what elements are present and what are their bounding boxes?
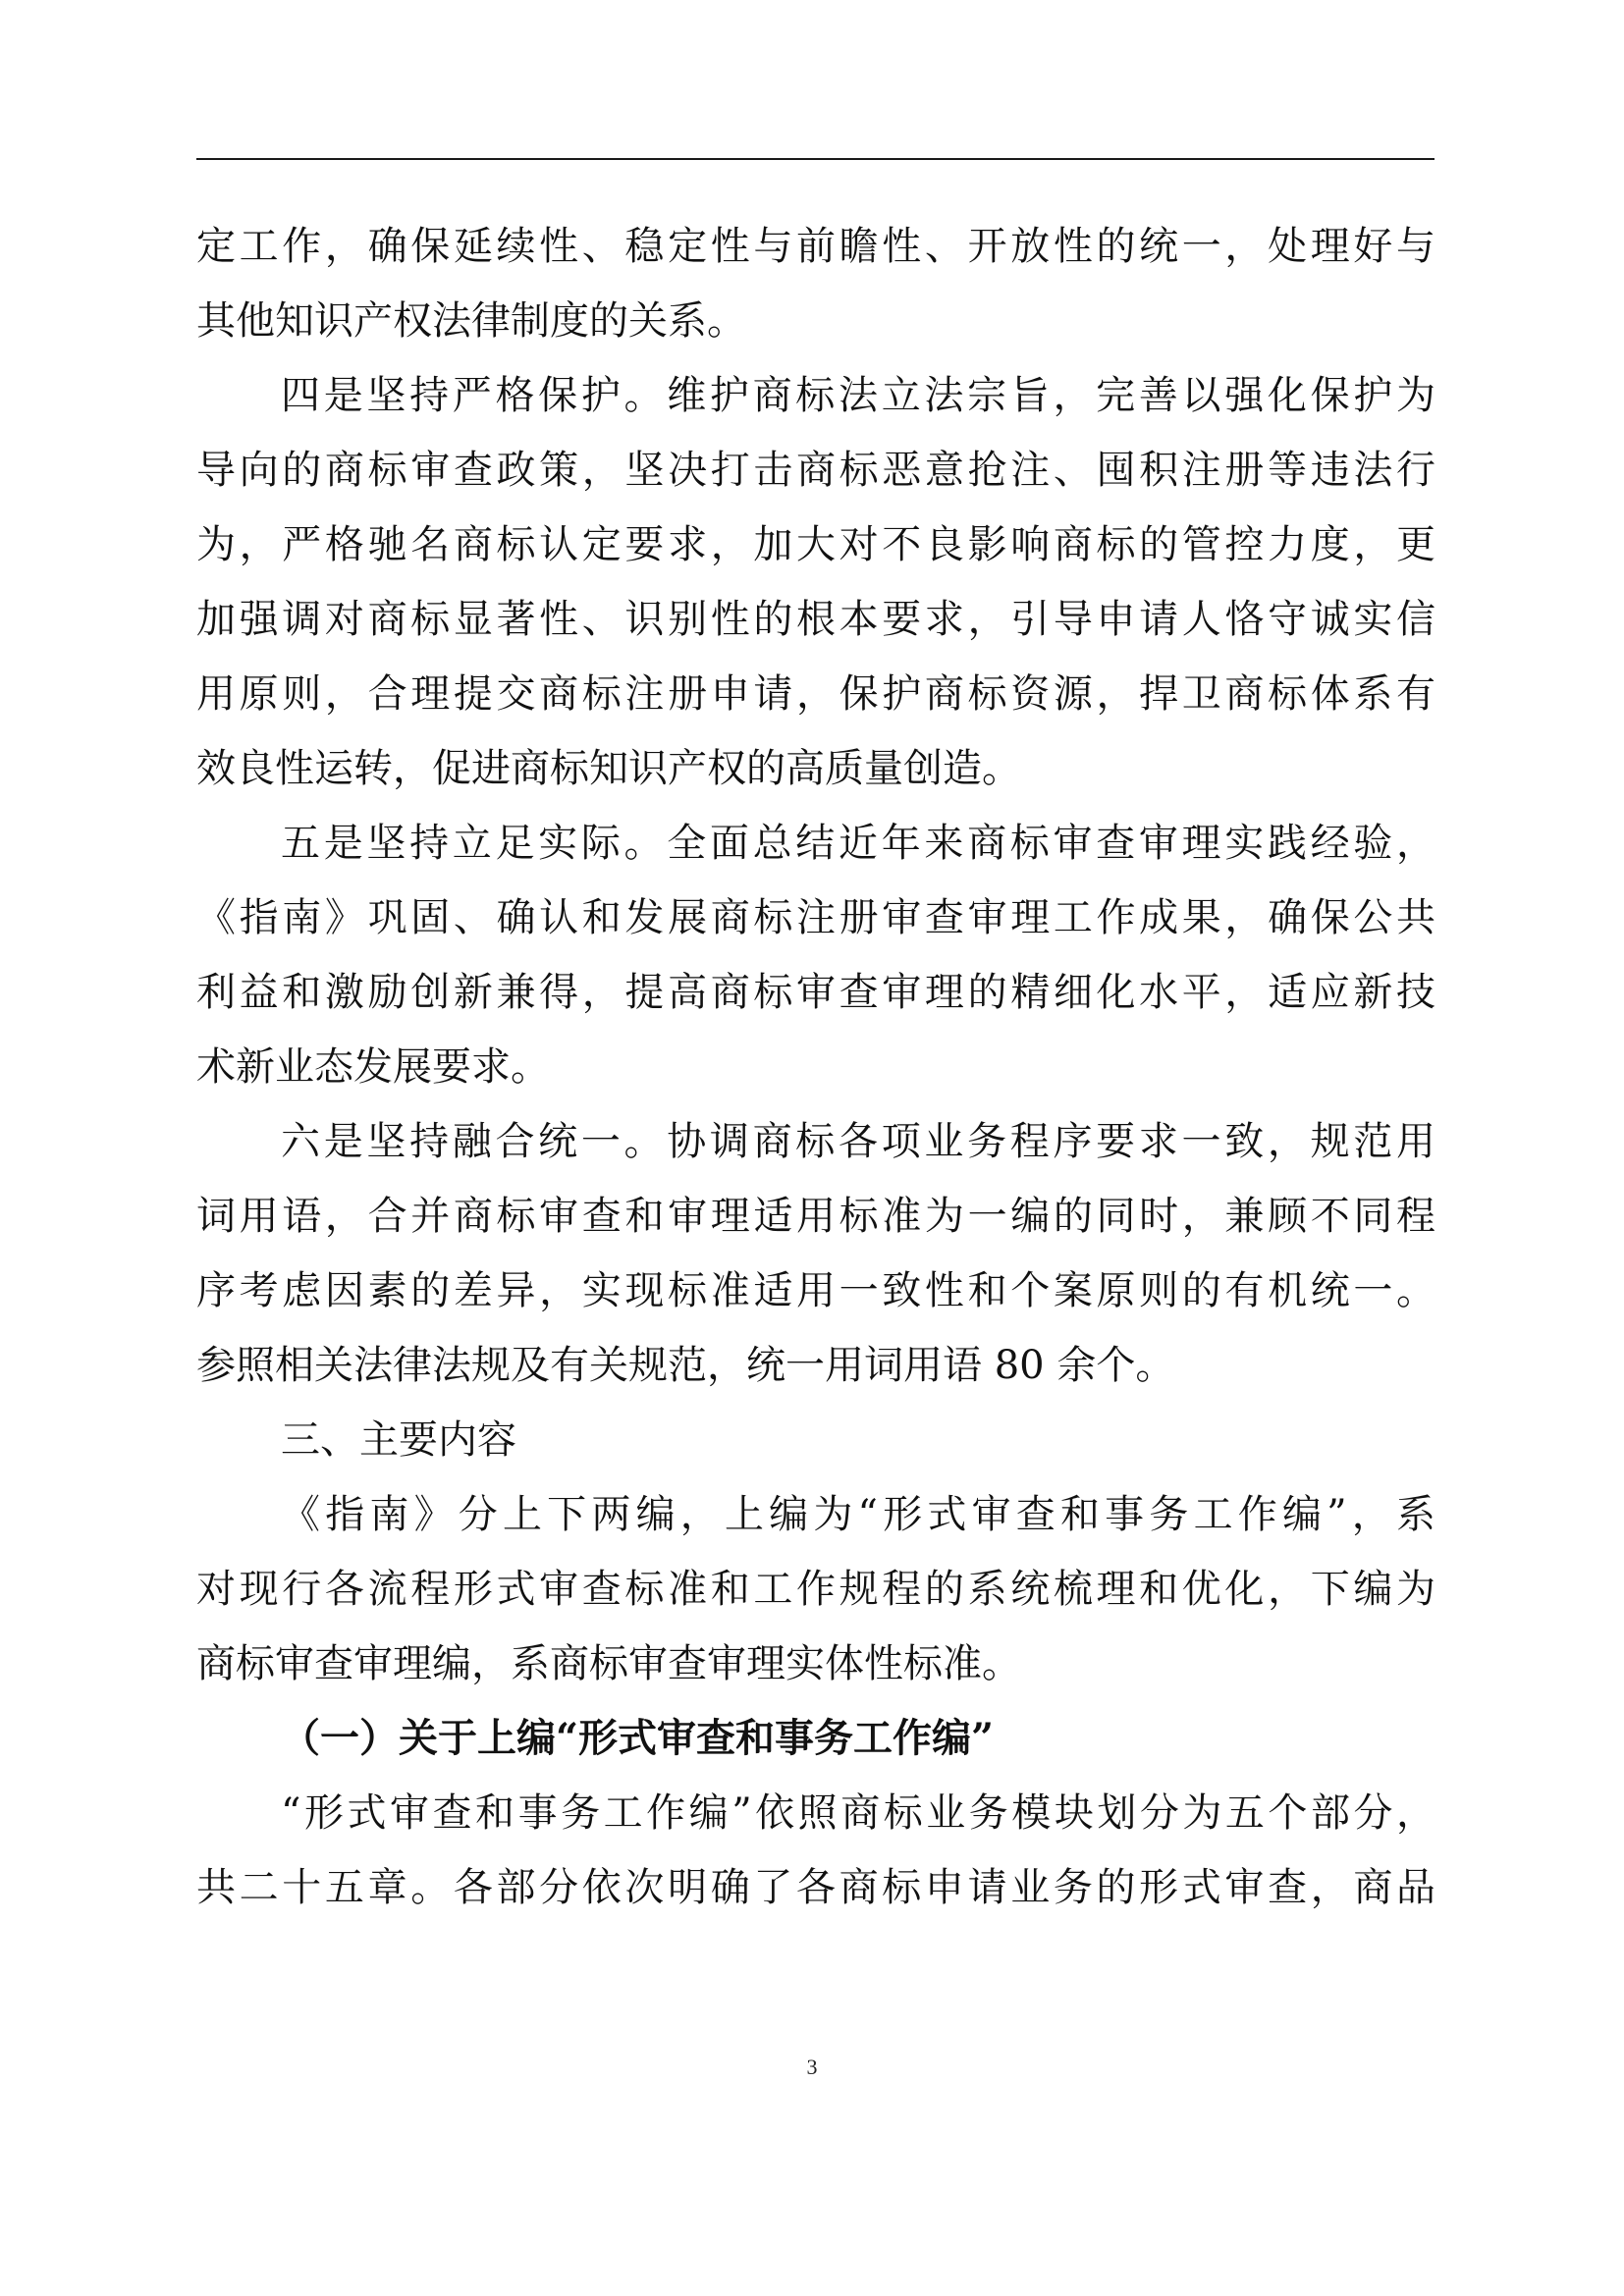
paragraph-start-line: 《指南》分上下两编，上编为“形式审查和事务工作编”，系 xyxy=(281,1492,1435,1537)
text-line: 导向的商标审查政策，坚决打击商标恶意抢注、囤积注册等违法行 xyxy=(196,448,1435,493)
header-rule xyxy=(196,158,1435,160)
paragraph-start-line: “形式审查和事务工作编”依照商标业务模块划分为五个部分， xyxy=(281,1790,1435,1836)
text-line: 术新业态发展要求。 xyxy=(196,1044,550,1090)
page-number: 3 xyxy=(806,2055,818,2079)
section-heading: 三、主要内容 xyxy=(281,1417,516,1463)
text-line: 序考虑因素的差异，实现标准适用一致性和个案原则的有机统一。 xyxy=(196,1268,1435,1313)
text-line: 为，严格驰名商标认定要求，加大对不良影响商标的管控力度，更 xyxy=(196,522,1435,567)
text-line: 词用语，合并商标审查和审理适用标准为一编的同时，兼顾不同程 xyxy=(196,1194,1435,1239)
subsection-heading: （一）关于上编“形式审查和事务工作编” xyxy=(281,1715,995,1761)
paragraph-start-line: 四是坚持严格保护。维护商标法立法宗旨，完善以强化保护为 xyxy=(281,373,1435,418)
text-line: 定工作，确保延续性、稳定性与前瞻性、开放性的统一，处理好与 xyxy=(196,224,1435,269)
text-line: 《指南》巩固、确认和发展商标注册审查审理工作成果，确保公共 xyxy=(196,895,1435,940)
text-line: 对现行各流程形式审查标准和工作规程的系统梳理和优化，下编为 xyxy=(196,1567,1435,1612)
paragraph-start-line: 六是坚持融合统一。协调商标各项业务程序要求一致，规范用 xyxy=(281,1119,1435,1164)
text-line: 商标审查审理编，系商标审查审理实体性标准。 xyxy=(196,1641,1021,1686)
text-line: 共二十五章。各部分依次明确了各商标申请业务的形式审查，商品 xyxy=(196,1865,1435,1910)
text-line: 效良性运转，促进商标知识产权的高质量创造。 xyxy=(196,746,1021,791)
text-line: 加强调对商标显著性、识别性的根本要求，引导申请人恪守诚实信 xyxy=(196,597,1435,642)
paragraph-start-line: 五是坚持立足实际。全面总结近年来商标审查审理实践经验， xyxy=(281,821,1435,866)
text-line: 其他知识产权法律制度的关系。 xyxy=(196,298,746,344)
text-line: 用原则，合理提交商标注册申请，保护商标资源，捍卫商标体系有 xyxy=(196,671,1435,717)
text-line: 利益和激励创新兼得，提高商标审查审理的精细化水平，适应新技 xyxy=(196,970,1435,1015)
document-body xyxy=(196,209,1435,1925)
text-line: 参照相关法律法规及有关规范，统一用词用语 80 余个。 xyxy=(196,1343,1175,1388)
